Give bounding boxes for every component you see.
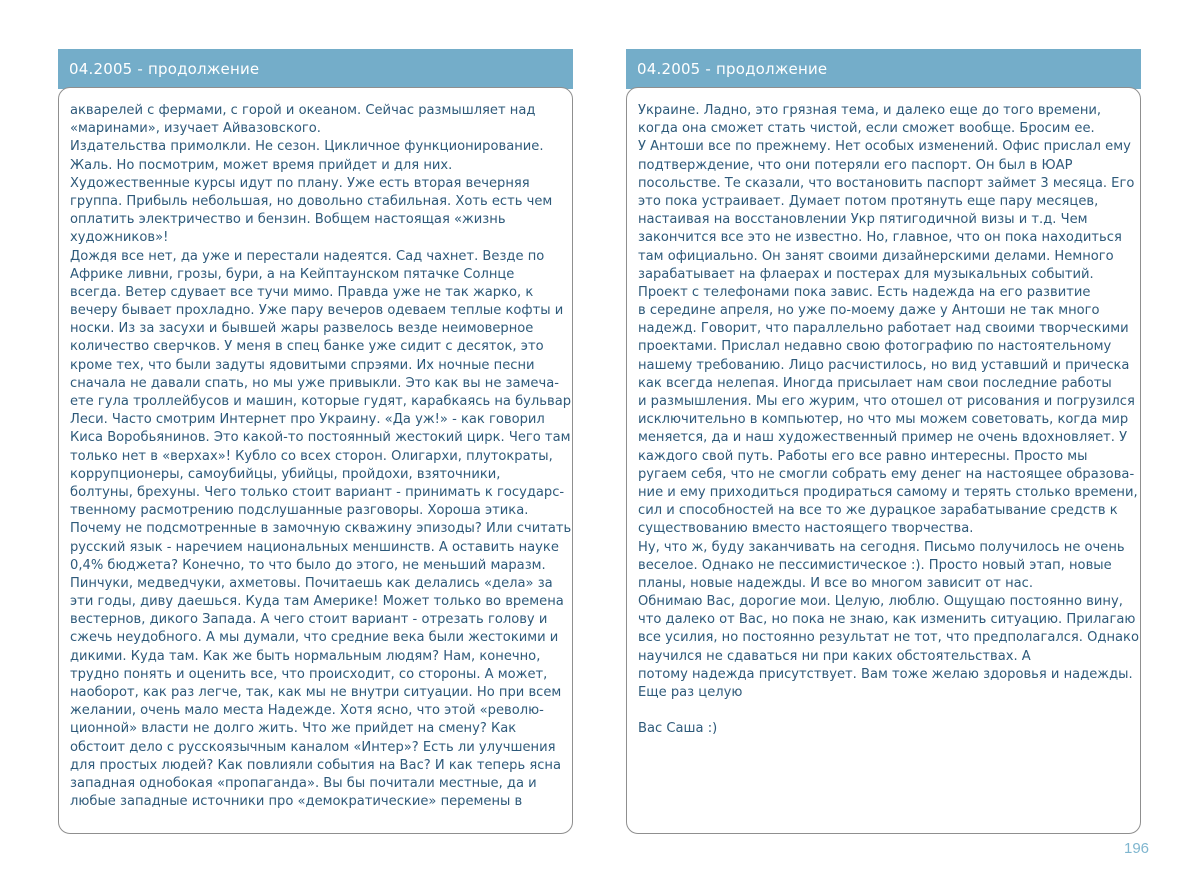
text-line: Проект с телефонами пока завис. Есть надежда на его развитие [638,284,1091,300]
text-line: надежд. Говорит, что параллельно работает над своими творческими [638,321,1129,337]
text-line: научился не сдаваться ни при каких обстоятельствах. А [638,648,1031,664]
right-page-body-text [638,102,1138,739]
text-line: сил и способностей на все то же дурацкое зарабатывание средств к [638,503,1118,519]
text-line: там официально. Он занят своими дизайнерскими делами. Немного [638,248,1114,264]
text-line: сначала не давали спать, но мы уже привыкли. Это как вы не замеча- [70,375,559,391]
text-line: трудно понять и оценить все, что происходит, со стороны. А может, [70,666,548,682]
right-page-panel [626,49,1141,834]
text-line: русский язык - наречием национальных меншинств. А оставить науке [70,539,559,555]
text-line: посольстве. Те сказали, что востановить паспорт займет 3 месяца. Его [638,175,1135,191]
text-line: Украине. Ладно, это грязная тема, и далеко еще до того времени, [638,103,1102,118]
text-line: Африке ливни, грозы, бури, а на Кейптаунском пятачке Солнце [70,266,515,282]
text-line: оплатить электричество и бензин. Вобщем настоящая «жизнь [70,212,506,228]
text-line: подтверждение, что они потеряли его паспорт. Он был в ЮАР [638,157,1073,173]
left-page-text-box [58,87,573,834]
left-page-header [58,49,573,89]
text-line: проектами. Прислал недавно свою фотографию по настоятельному [638,339,1112,355]
text-line: Жаль. Но посмотрим, может время прийдет и для них. [70,157,453,173]
text-line: Леси. Часто смотрим Интернет про Украину. «Да уж!» - как говорил [70,412,545,428]
text-line: Обнимаю Вас, дорогие мои. Целую, люблю. Ощущаю постоянно вину, [638,594,1123,610]
text-line: для простых людей? Как повлияли события на Вас? И как теперь ясна [70,757,561,773]
text-line: эти годы, диву даешься. Куда там Америке! Может только во времена [70,594,564,610]
text-line: акварелей с фермами, с горой и океаном. Сейчас размышляет над [70,103,536,118]
text-line: любые западные источники про «демократические» перемены в [70,794,523,810]
text-line: каждого свой путь. Работы его все равно интересны. Просто мы [638,448,1088,464]
text-line: это пока устраивает. Думает потом протянуть еще пару месяцев, [638,193,1099,209]
text-line: зарабатывает на флаерах и постерах для музыкальных событий. [638,266,1094,282]
text-line: ругаем себя, что не смогли собрать ему денег на настоящее образова- [638,466,1135,482]
text-line: что далеко от Вас, но пока не знаю, как изменить ситуацию. Прилагаю [638,612,1136,628]
left-page-title: 04.2005 - продолжение [69,60,260,78]
text-line: потому надежда присутствует. Вам тоже желаю здоровья и надежды. [638,666,1133,682]
text-line: только нет в «верхах»! Кубло со всех сторон. Олигархи, плутократы, [70,448,553,464]
text-line: обстоит дело с русскоязычным каналом «Интер»? Есть ли улучшения [70,739,556,755]
text-line: Издательства примолкли. Не сезон. Цикличное функционирование. [70,139,544,155]
text-line: 0,4% бюджета? Конечно, то что было до этого, не меньший маразм. [70,557,546,573]
text-line: кроме тех, что были задуты ядовитыми спрэями. Их ночные песни [70,357,535,373]
text-line: Киса Воробьянинов. Это какой-то постоянный жестокий цирк. Чего там [70,430,571,446]
text-line: ете гула троллейбусов и машин, которые гудят, карабкаясь на бульвар [70,394,572,409]
text-line: вечеру бывает прохладно. Уже пару вечеров одеваем теплые кофты и [70,303,564,319]
text-line: наоборот, как раз легче, так, как мы не внутри ситуации. Но при всем [70,685,562,700]
text-line: всегда. Ветер сдувает все тучи мимо. Правда уже не так жарко, к [70,284,534,300]
text-line: коррупционеры, самоубийцы, убийцы, пройдохи, взяточники, [70,466,501,482]
text-line: меняется, да и наш художественный пример не очень вдохновляет. У [638,430,1128,446]
text-line: когда она сможет стать чистой, если сможет вообще. Бросим ее. [638,121,1095,137]
text-line: болтуны, брехуны. Чего только стоит вариант - принимать к государс- [70,484,565,500]
text-line: Вас Саша :) [638,721,718,737]
text-line: Еще раз целую [638,685,743,700]
text-line: нашему требованию. Лицо расчистилось, но вид уставший и прическа [638,357,1130,373]
text-line: веселое. Однако не пессимистическое :). Просто новый этап, новые [638,557,1112,573]
text-line: западная однобокая «пропаганда». Вы бы почитали местные, да и [70,775,537,791]
text-line: вестернов, дикого Запада. А чего стоит вариант - отрезать голову и [70,612,548,628]
text-line: как всегда нелепая. Иногда присылает нам свои последние работы [638,375,1112,391]
text-line: Художественные курсы идут по плану. Уже есть вторая вечерняя [70,175,530,191]
left-page-body-text [70,102,570,811]
text-line: исключительно в компьютер, но что мы можем советовать, когда мир [638,412,1129,428]
text-line: Пинчуки, медведчуки, ахметовы. Почитаешь как делались «дела» за [70,575,553,591]
text-line: ционной» власти не долго жить. Что же прийдет на смену? Как [70,721,517,737]
text-line [638,702,1138,720]
text-line: желании, очень мало места Надежде. Хотя ясно, что этой «револю- [70,703,544,719]
text-line: У Антоши все по прежнему. Нет особых изменений. Офис прислал ему [638,139,1131,155]
text-line: Дождя все нет, да уже и перестали надеятся. Сад чахнет. Везде по [70,248,545,264]
text-line: настаивая на восстановлении Укр пятигодичной визы и т.д. Чем [638,212,1088,228]
text-line: в середине апреля, но уже по-моему даже у Антоши не так много [638,303,1100,319]
text-line: Почему не подсмотренные в замочную скважину эпизоды? Или считать [70,521,572,537]
text-line: дикими. Куда там. Как же быть нормальным людям? Нам, конечно, [70,648,541,664]
text-line: существованию вместо настоящего творчества. [638,521,974,537]
text-line: сжечь неудобного. А мы думали, что средние века были жестокими и [70,630,559,646]
right-page-title: 04.2005 - продолжение [637,60,828,78]
text-line: все усилия, но постоянно результат не тот, что предполагался. Однако [638,630,1139,646]
text-line: художников»! [70,230,169,246]
text-line: Ну, что ж, буду заканчивать на сегодня. Письмо получилось не очень [638,539,1125,555]
right-page-header [626,49,1141,89]
text-line: группа. Прибыль небольшая, но довольно стабильная. Хоть есть чем [70,193,553,209]
text-line: планы, новые надежды. И все во многом зависит от нас. [638,575,1034,591]
page-number: 196 [1124,840,1150,857]
text-line: «маринами», изучает Айвазовского. [70,121,321,137]
text-line: твенному расмотрению подслушанные разговоры. Хороша этика. [70,503,529,519]
text-line: носки. Из за засухи и бывшей жары развелось везде неимоверное [70,321,534,337]
text-line: ние и ему приходиться продираться самому и терять столько времени, [638,484,1138,500]
text-line: и размышления. Мы его журим, что отошел от рисования и погрузился [638,394,1135,409]
text-line: закончится все это не известно. Но, главное, что он пока находиться [638,230,1122,246]
text-line: количество сверчков. У меня в спец банке уже сидит с десяток, это [70,339,544,355]
right-page-text-box [626,87,1141,834]
left-page-panel [58,49,573,834]
